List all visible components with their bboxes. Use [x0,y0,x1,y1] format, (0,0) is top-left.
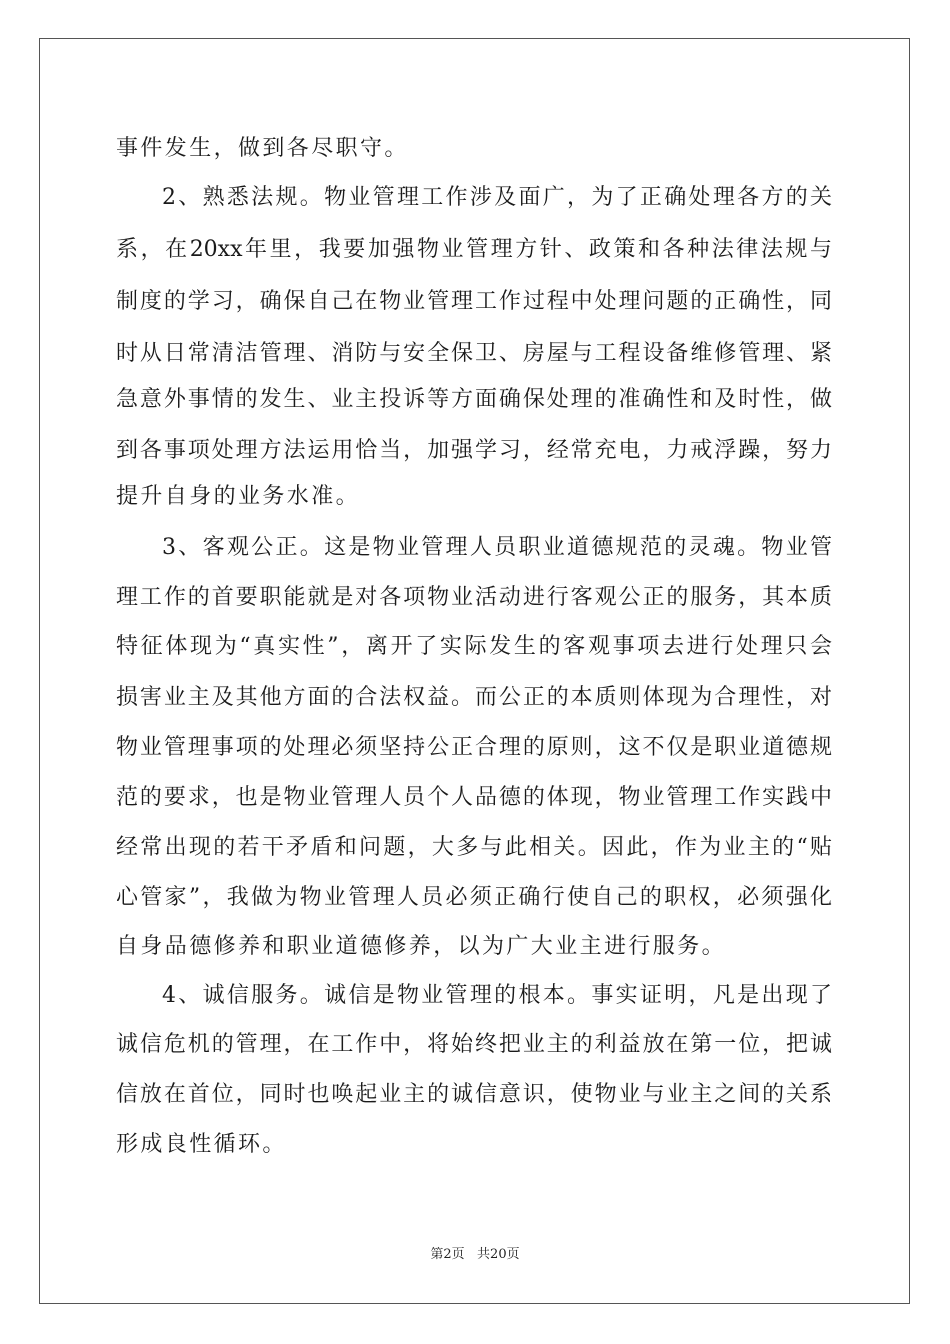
text-line: 物业管理事项的处理必须坚持公正合理的原则，这不仅是职业道德规 [116,735,832,760]
text-line: 制度的学习，确保自己在物业管理工作过程中处理问题的正确性，同 [116,289,832,314]
text-line: 诚信危机的管理，在工作中，将始终把业主的利益放在第一位，把诚 [116,1032,832,1057]
page-number-footer: 第2页 共20页 [430,1247,520,1262]
text-line: 自身品德修养和职业道德修养，以为广大业主进行服务。 [116,934,727,959]
text-line: 形成良性循环。 [116,1132,287,1157]
text-line: 理工作的首要职能就是对各项物业活动进行客观公正的服务，其本质 [116,585,832,610]
text-line: 经常出现的若干矛盾和问题，大多与此相关。因此，作为业主的“贴 [116,835,832,860]
text-line: 损害业主及其他方面的合法权益。而公正的本质则体现为合理性，对 [116,685,832,710]
text-line: 到各事项处理方法运用恰当，加强学习，经常充电，力戒浮躁，努力 [116,438,832,463]
text-line: 系，在20xx年里，我要加强物业管理方针、政策和各种法律法规与 [116,237,832,262]
text-line: 时从日常清洁管理、消防与安全保卫、房屋与工程设备维修管理、紧 [116,341,832,366]
text-line: 提升自身的业务水准。 [116,484,361,509]
page-border [39,38,910,1304]
text-line: 事件发生，做到各尽职守。 [116,136,409,161]
text-line: 4、诚信服务。诚信是物业管理的根本。事实证明，凡是出现了 [162,983,832,1008]
text-line: 急意外事情的发生、业主投诉等方面确保处理的准确性和及时性，做 [116,387,832,412]
text-line: 心管家”，我做为物业管理人员必须正确行使自己的职权，必须强化 [116,885,832,910]
text-line: 信放在首位，同时也唤起业主的诚信意识，使物业与业主之间的关系 [116,1082,832,1107]
text-line: 范的要求，也是物业管理人员个人品德的体现，物业管理工作实践中 [116,785,832,810]
text-line: 特征体现为“真实性”，离开了实际发生的客观事项去进行处理只会 [116,634,832,659]
text-line: 2、熟悉法规。物业管理工作涉及面广，为了正确处理各方的关 [162,185,832,210]
text-line: 3、客观公正。这是物业管理人员职业道德规范的灵魂。物业管 [162,535,832,560]
